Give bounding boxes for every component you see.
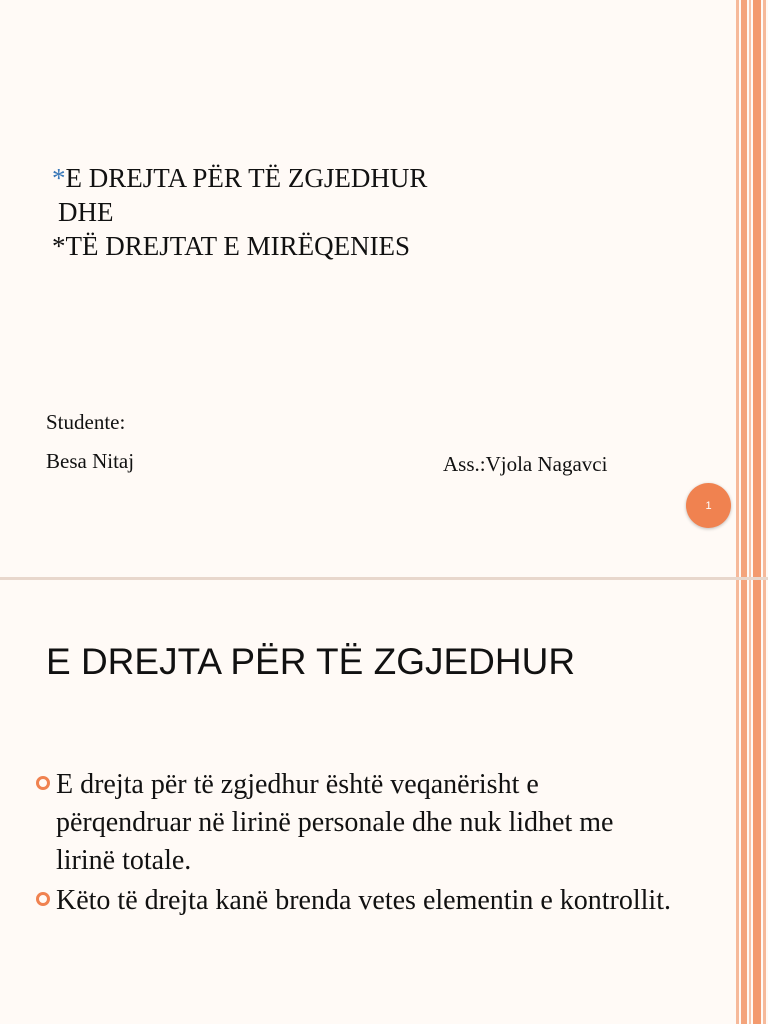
bullet-text: Këto të drejta kanë brenda vetes elementin e kontrollit. (56, 885, 671, 916)
asterisk-mark: * (52, 163, 66, 193)
bullet-list (34, 766, 674, 922)
asterisk-mark: * (52, 231, 66, 261)
student-label: Studente: (46, 410, 126, 434)
circle-bullet-icon (36, 776, 50, 790)
slide-2-title: E DREJTA PËR TË ZGJEDHUR (46, 641, 576, 682)
title-line-2-text: DHE (58, 197, 114, 227)
list-item (34, 766, 674, 880)
page-number-badge (686, 483, 731, 528)
title-line-3-text: TË DREJTAT E MIRËQENIES (65, 231, 411, 261)
title-line-1-text: E DREJTA PËR TË ZGJEDHUR (65, 163, 428, 193)
slide-1-title (52, 161, 427, 263)
page-number: 1 (705, 499, 712, 512)
circle-bullet-icon (36, 892, 50, 906)
title-line-3 (52, 229, 427, 263)
title-line-1 (52, 161, 427, 195)
decorative-stripes (736, 580, 768, 1024)
assistant-name: Ass.:Vjola Nagavci (443, 452, 608, 476)
slide-2 (0, 580, 768, 1024)
bullet-text: E drejta për të zgjedhur është veqanërisht e përqendruar në lirinë personale dhe nuk lidhet me lirinë totale. (56, 769, 614, 876)
student-name: Besa Nitaj (46, 449, 135, 473)
title-line-2 (52, 195, 427, 229)
decorative-stripes (736, 0, 768, 577)
list-item (34, 882, 674, 920)
